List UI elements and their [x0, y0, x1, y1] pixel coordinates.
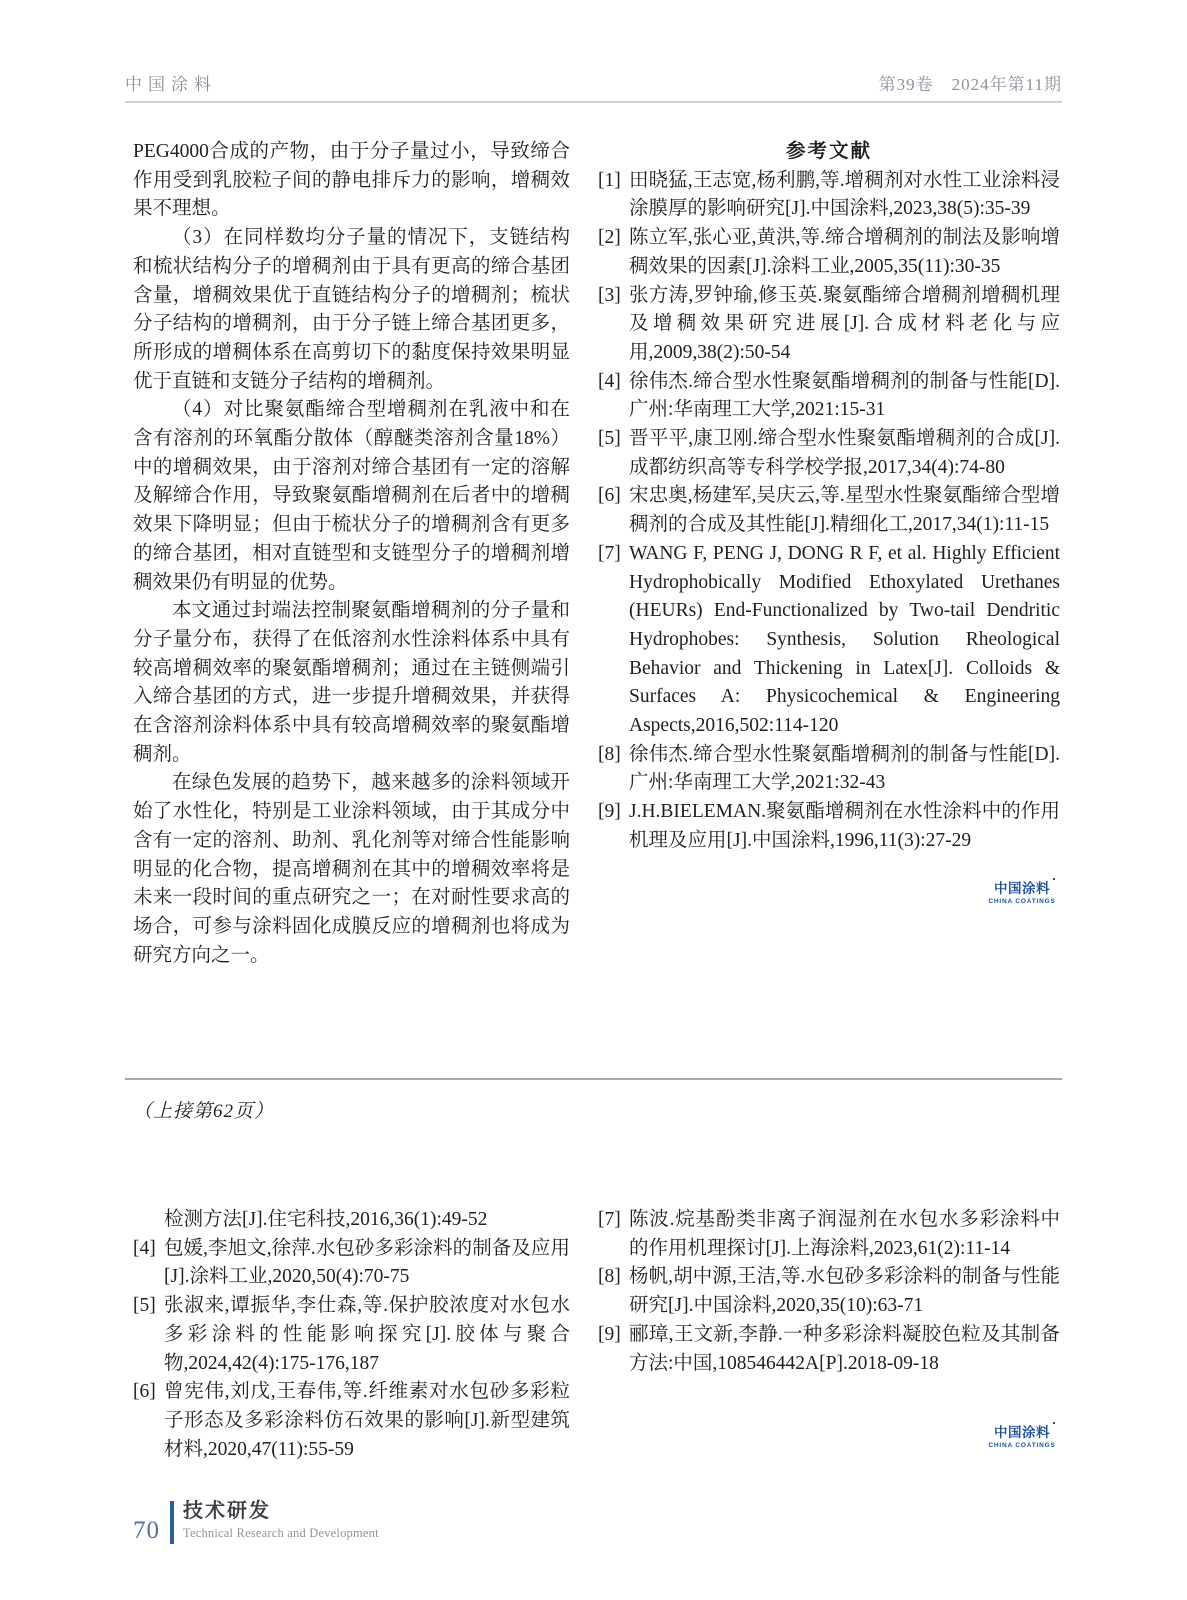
reference-text: 徐伟杰.缔合型水性聚氨酯增稠剂的制备与性能[D].广州:华南理工大学,2021:32-43 [629, 743, 1060, 794]
body-paragraph: （4）对比聚氨酯缔合型增稠剂在乳液中和在含有溶剂的环氧酯分散体（醇醚类溶剂含量18%）中的增稠效果，由于溶剂对缔合基团有一定的溶解及解缔合作用，导致聚氨酯增稠剂在后者中的增稠效果下降明显；但由于梳状分子的增稠剂含有更多的缔合基团，相对直链型和支链型分子的增稠剂增稠效果仍有明显的优势。 [133, 399, 570, 593]
reference-number: [6] [133, 1381, 156, 1403]
reference-item [598, 167, 1060, 224]
reference-text: 徐伟杰.缔合型水性聚氨酯增稠剂的制备与性能[D].广州:华南理工大学,2021:15-31 [629, 370, 1060, 421]
reference-text: 陈立军,张心亚,黄洪,等.缔合增稠剂的制法及影响增稠效果的因素[J].涂料工业,2005,35(11):30-35 [629, 227, 1060, 277]
reference-number: [9] [598, 801, 621, 823]
reference-text: 晋平平,康卫刚.缔合型水性聚氨酯增稠剂的合成[J].成都纺织高等专科学校学报,2017,34(4):74-80 [629, 428, 1060, 478]
reference-item [598, 798, 1060, 855]
reference-item [598, 1206, 1060, 1263]
volume-issue-info: 第39卷 2024年第11期 [878, 75, 1062, 94]
reference-text: 杨帆,胡中源,王洁,等.水包砂多彩涂料的制备与性能研究[J].中国涂料,2020,35(10):63-71 [629, 1266, 1060, 1317]
reference-item [598, 282, 1060, 368]
reference-item [133, 1235, 570, 1292]
logo-en-text: CHINA COATINGS [988, 1442, 1056, 1449]
main-content [133, 138, 1060, 970]
body-paragraph: 本文通过封端法控制聚氨酯增稠剂的分子量和分子量分布，获得了在低溶剂水性涂料体系中具有较高增稠效率的聚氨酯增稠剂；通过在主链侧端引入缔合基团的方式，进一步提升增稠效果，并获得在含溶剂涂料体系中具有较高增稠效率的聚氨酯增稠剂。 [133, 600, 570, 765]
reference-text: 郦璋,王文新,李静.一种多彩涂料凝胶色粒及其制备方法:中国,108546442A[P].2018-09-18 [629, 1323, 1060, 1374]
footer-divider-bar [170, 1501, 174, 1544]
section-divider [125, 1078, 1062, 1080]
reference-item [598, 1321, 1060, 1378]
reference-continuation-line: 检测方法[J].住宅科技,2016,36(1):49-52 [164, 1209, 488, 1230]
reference-text: 宋忠奥,杨建军,吴庆云,等.星型水性聚氨酯缔合型增稠剂的合成及其性能[J].精细化工,2017,34(1):11-15 [629, 485, 1060, 536]
reference-item [598, 482, 1060, 539]
references-column [598, 138, 1060, 970]
reference-number: [8] [598, 1266, 621, 1288]
reference-number: [7] [598, 1209, 621, 1230]
china-coatings-logo [987, 1424, 1057, 1450]
reference-item [598, 540, 1060, 741]
reference-number: [5] [133, 1295, 156, 1317]
continued-references [133, 1206, 1060, 1464]
reference-text: 张方涛,罗钟瑜,修玉英.聚氨酯缔合增稠剂增稠机理及增稠效果研究进展[J].合成材料老化与应用,2009,38(2):50-54 [629, 284, 1060, 363]
reference-text: 曾宪伟,刘戊,王春伟,等.纤维素对水包砂多彩粒子形态及多彩涂料仿石效果的影响[J].新型建筑材料,2020,47(11):55-59 [164, 1381, 570, 1460]
section-title-en: Technical Research and Development [183, 1526, 379, 1540]
reference-text: WANG F, PENG J, DONG R F, et al. Highly Efficient Hydrophobically Modified Ethoxylated Urethanes (HEURs) End-Functionalized by Two-tail Dendritic Hydrophobes: Synthesis, Solution Rheological Behavior and Thickening in Latex[J]. Colloids & Surfaces A: Physicochemical & Engineering Aspects,2016,502:114-120 [629, 542, 1060, 737]
reference-number: [2] [598, 227, 621, 249]
page-footer [133, 1499, 379, 1544]
reference-text: 陈波.烷基酚类非离子润湿剂在水包水多彩涂料中的作用机理探讨[J].上海涂料,2023,61(2):11-14 [629, 1209, 1060, 1259]
reference-item [133, 1378, 570, 1464]
reference-number: [3] [598, 284, 621, 306]
logo-en-text: CHINA COATINGS [988, 898, 1056, 905]
reference-number: [4] [133, 1237, 156, 1259]
reference-item [598, 224, 1060, 281]
body-paragraph: PEG4000合成的产物，由于分子量过小，导致缔合作用受到乳胶粒子间的静电排斥力的影响，增稠效果不理想。 [133, 141, 570, 220]
left-text-column [133, 138, 570, 970]
reference-text: 张淑来,谭振华,李仕森,等.保护胶浓度对水包水多彩涂料的性能影响探究[J].胶体与聚合物,2024,42(4):175-176,187 [164, 1295, 570, 1374]
continued-left-column [133, 1206, 570, 1464]
continued-from-note: （上接第62页） [133, 1101, 275, 1122]
reference-text: 包媛,李旭文,徐萍.水包砂多彩涂料的制备及应用[J].涂料工业,2020,50(4):70-75 [164, 1237, 570, 1288]
reference-number: [6] [598, 485, 621, 507]
reference-text: J.H.BIELEMAN.聚氨酯增稠剂在水性涂料中的作用机理及应用[J].中国涂料,1996,11(3):27-29 [629, 801, 1060, 851]
china-coatings-logo [987, 880, 1057, 906]
reference-number: [8] [598, 743, 621, 765]
trademark-mark [1053, 878, 1055, 880]
reference-item [598, 741, 1060, 798]
reference-item [598, 425, 1060, 482]
body-paragraph: 在绿色发展的趋势下，越来越多的涂料领域开始了水性化，特别是工业涂料领域，由于其成分中含有一定的溶剂、助剂、乳化剂等对缔合性能影响明显的化合物，提高增稠剂在其中的增稠效率将是未来一段时间的重点研究之一；在对耐性要求高的场合，可参与涂料固化成膜反应的增稠剂也将成为研究方向之一。 [133, 772, 570, 966]
logo-cn-text: 中国涂料 [994, 1425, 1050, 1440]
section-label [183, 1499, 379, 1544]
body-paragraph: （3）在同样数均分子量的情况下，支链结构和梳状结构分子的增稠剂由于具有更高的缔合基团含量，增稠效果优于直链结构分子的增稠剂；梳状分子结构的增稠剂，由于分子链上缔合基团更多，所形成的增稠体系在高剪切下的黏度保持效果明显优于直链和支链分子结构的增稠剂。 [133, 227, 570, 392]
section-title-cn: 技术研发 [183, 1500, 271, 1522]
logo-cn-text: 中国涂料 [994, 881, 1050, 896]
reference-number: [7] [598, 542, 621, 564]
references-title: 参考文献 [785, 141, 872, 162]
reference-item [598, 1263, 1060, 1320]
reference-text: 田晓猛,王志宽,杨利鹏,等.增稠剂对水性工业涂料浸涂膜厚的影响研究[J].中国涂料,2023,38(5):35-39 [629, 169, 1060, 220]
page-number: 70 [133, 1517, 160, 1544]
trademark-mark [1053, 1422, 1055, 1424]
reference-item [598, 368, 1060, 425]
reference-item [133, 1292, 570, 1378]
reference-number: [5] [598, 428, 621, 450]
reference-number: [9] [598, 1323, 621, 1345]
reference-number: [1] [598, 169, 621, 191]
journal-name: 中国涂料 [125, 75, 217, 94]
reference-number: [4] [598, 370, 621, 392]
page-header [125, 72, 1062, 103]
